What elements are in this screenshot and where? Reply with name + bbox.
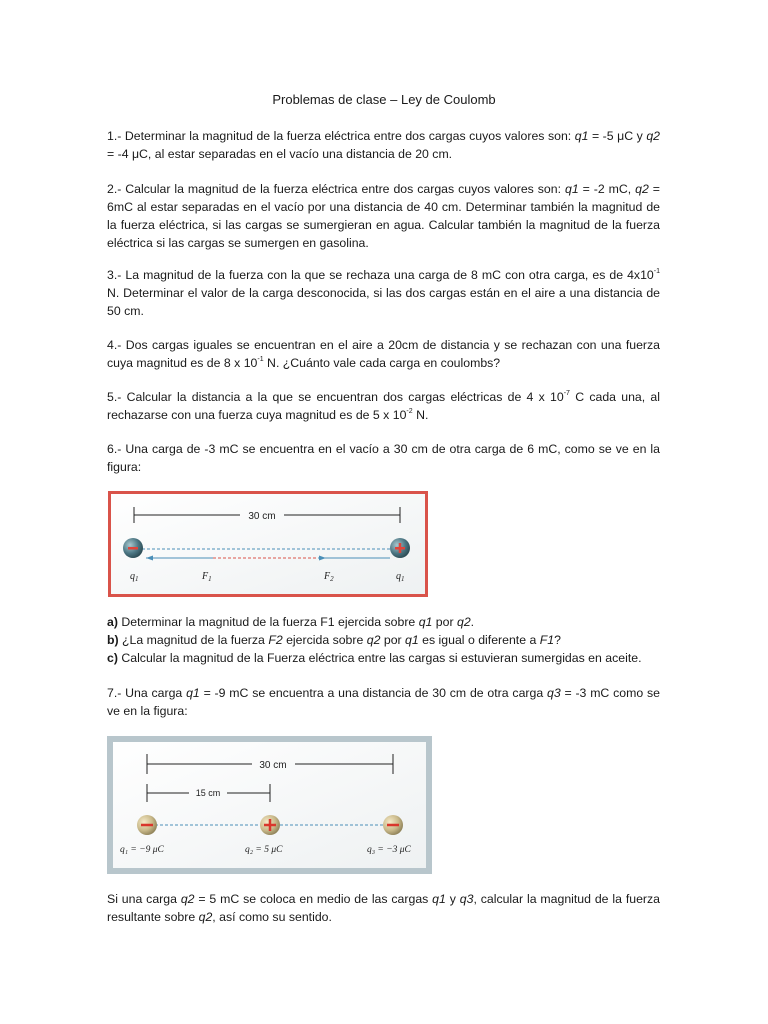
- distance-label: 30 cm: [248, 511, 276, 522]
- figure-charges-2: [107, 736, 432, 874]
- figure-1-border: [110, 493, 427, 596]
- problem-7-question: Si una carga q2 = 5 mC se coloca en medio de las cargas q1 y q3, calcular la magnitud de la fuerza resultante sobre q2, así como su sentido.: [107, 892, 661, 924]
- subquestion-c: c) Calcular la magnitud de la Fuerza eléctrica entre las cargas si estuvieran sumergidas en aceite.: [107, 651, 642, 665]
- problem-5: 5.- Calcular la distancia a la que se encuentran dos cargas eléctricas de 4 x $10^{-7}$ C cada una, al rechazarse con una fuerza cuya magnitud es de 5 x $10^{-2}$ N.: [107, 390, 660, 422]
- subquestion-a: a) Determinar la magnitud de la fuerza F1 ejercida sobre q1 por q2.: [107, 615, 475, 629]
- figure-charges-1: [108, 491, 428, 597]
- page-title: Problemas de clase – Ley de Coulomb: [272, 92, 496, 107]
- distance-total-label: 30 cm: [259, 760, 287, 771]
- problem-7: 7.- Una carga q1 = -9 mC se encuentra a una distancia de 30 cm de otra carga q3 = -3 mC como se ve en la figura:: [107, 686, 660, 718]
- problem-1: 1.- Determinar la magnitud de la fuerza eléctrica entre dos cargas cuyos valores son: q1 = -5 μC y q2 = -4 μC, al estar separadas en el vacío una distancia de 20 cm.: [107, 129, 660, 161]
- distance-half-label: 15 cm: [195, 788, 221, 798]
- problem-6: 6.- Una carga de -3 mC se encuentra en el vacío a 30 cm de otra carga de 6 mC, como se ve en la figura:: [107, 442, 660, 474]
- label-q1-left: $q_1$: [130, 571, 139, 583]
- subquestion-b: b) ¿La magnitud de la fuerza F2 ejercida sobre q2 por q1 es igual o diferente a F1?: [107, 633, 561, 647]
- problem-3: 3.- La magnitud de la fuerza con la que se rechaza una carga de 8 mC con otra carga, es de $4x10^{-1}$ N. Determinar el valor de la carga desconocida, si las dos cargas están en el aire a una distancia de 50 cm.: [107, 268, 660, 318]
- problem-6-subquestions: [107, 613, 660, 667]
- label-q1: q₁ = −9 μC: [120, 845, 164, 855]
- problem-4: 4.- Dos cargas iguales se encuentran en el aire a 20cm de distancia y se rechazan con una fuerza cuya magnitud es de 8 x $10^{-1}$ N. ¿Cuánto vale cada carga en coulombs?: [107, 338, 660, 370]
- label-f2: $F_2$: [324, 571, 334, 583]
- problem-2: 2.- Calcular la magnitud de la fuerza eléctrica entre dos cargas cuyos valores son: q1 = -2 mC, q2 = 6mC al estar separadas en el vacío por una distancia de 40 cm. Determinar también la magnitud de la fuerza eléctrica, si las cargas se sumergieran en agua. Calcular también la magnitud de la fuerza eléctrica si las cargas se sumergen en gasolina.: [107, 182, 660, 250]
- label-q2: q₂ = 5 μC: [245, 845, 283, 855]
- label-q3: q₃ = −3 μC: [367, 845, 411, 855]
- label-q-right: $q_1$: [396, 571, 405, 583]
- label-f1: $F_1$: [202, 571, 212, 583]
